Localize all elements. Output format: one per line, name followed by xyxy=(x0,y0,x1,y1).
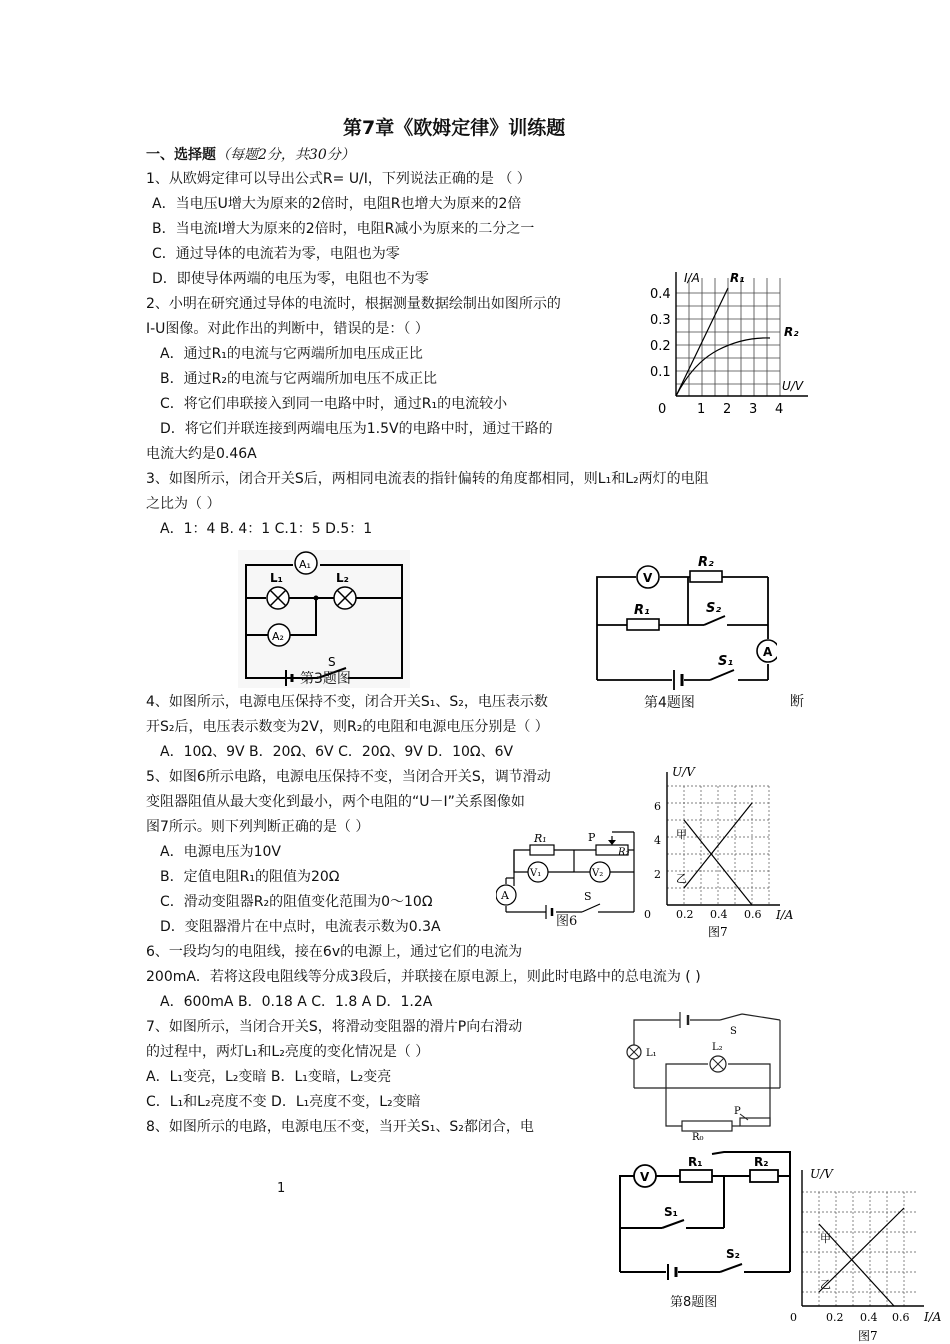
fig7-ytick: 4 xyxy=(654,834,661,847)
q3-s-label: S xyxy=(328,655,336,669)
fig7-xlabel: I/A xyxy=(776,908,794,922)
q2-ytick: 0.3 xyxy=(650,313,671,328)
q1-option-c: C．通过导体的电流若为零，电阻也为零 xyxy=(152,246,400,262)
q8-v-label: V xyxy=(640,1170,650,1184)
q8-s1-label: S₁ xyxy=(664,1205,678,1219)
section-note: （每题2分，共30分） xyxy=(216,147,355,163)
q2-xtick: 0 xyxy=(658,402,667,417)
q3-circuit xyxy=(238,550,410,688)
q5-option-c: C．滑动变阻器R₂的阻值变化范围为0～10Ω xyxy=(160,894,433,910)
fig6-v1-label: V₁ xyxy=(530,868,542,879)
fig6-a-label: A xyxy=(501,889,509,902)
q7-circuit xyxy=(620,1004,800,1142)
fig6-switch xyxy=(582,904,600,912)
fig7-ylabel: U/V xyxy=(672,765,695,779)
q2-r2-label: R₂ xyxy=(784,325,799,339)
q2-xtick: 2 xyxy=(723,402,732,417)
q2-xtick: 4 xyxy=(775,402,784,417)
q2-xtick: 1 xyxy=(697,402,706,417)
q2-option-c: C．将它们串联接入到同一电路中时，通过R₁的电流较小 xyxy=(160,396,508,412)
q8-graph-xtick: 0.4 xyxy=(860,1311,878,1324)
q8-graph-xtick: 0.6 xyxy=(892,1311,910,1324)
q8-r1 xyxy=(680,1170,712,1182)
q4-caption: 第4题图 xyxy=(644,695,695,711)
q2-stem-line1: 2、小明在研究通过导体的电流时，根据测量数据绘制出如图所示的 xyxy=(146,296,561,312)
section-header xyxy=(146,146,355,164)
fig6-r2-label: R₂ xyxy=(618,847,630,858)
q3-l1-label: L₁ xyxy=(270,571,283,585)
q7-switch xyxy=(720,1014,742,1020)
q6-stem-line1: 6、一段均匀的电阻线，接在6v的电源上，通过它们的电流为 xyxy=(146,944,523,960)
fig6-s-label: S xyxy=(584,890,592,903)
fig7-caption: 图7 xyxy=(708,925,728,939)
q8-graph-line-yi xyxy=(819,1208,904,1292)
q8-graph-ylabel: U/V xyxy=(810,1167,833,1181)
q4-options: A．10Ω、9V B．20Ω、6V C．20Ω、9V D．10Ω、6V xyxy=(160,744,514,760)
fig7-line-jia xyxy=(684,820,752,905)
fig7-ytick: 2 xyxy=(654,868,661,881)
q8-stem-line1: 8、如图所示的电路，电源电压不变，当开关S₁、S₂都闭合，电 xyxy=(146,1119,534,1135)
q2-ytick: 0.4 xyxy=(650,287,671,302)
q8-graph-jia-label: 甲 xyxy=(820,1232,831,1245)
q1-option-d: D．即使导体两端的电压为零，电阻也不为零 xyxy=(152,271,429,287)
q7-options-line2: C．L₁和L₂亮度不变 D．L₁亮度不变，L₂变暗 xyxy=(146,1094,421,1110)
q5-option-d: D．变阻器滑片在中点时，电流表示数为0.3A xyxy=(160,919,441,935)
q3-caption: 第3题图 xyxy=(300,671,351,687)
q4-r2 xyxy=(690,571,722,582)
page-number: 1 xyxy=(277,1181,286,1196)
q3-l2-label: L₂ xyxy=(336,571,349,585)
q3-stem-line1: 3、如图所示，闭合开关S后，两相同电流表的指针偏转的角度都相同，则L₁和L₂两灯的电阻 xyxy=(146,471,709,487)
fig6-v2-label: V₂ xyxy=(592,868,604,879)
fig6-p-label: P xyxy=(588,831,596,844)
q8-switch-s2 xyxy=(720,1264,742,1272)
q8-s2-label: S₂ xyxy=(726,1247,740,1261)
q7-p-label: P xyxy=(734,1106,741,1117)
q1-option-a: A．当电压U增大为原来的2倍时，电阻R也增大为原来的2倍 xyxy=(152,196,522,212)
q5-ui-graph-fig7 xyxy=(640,764,800,944)
q3-a1-label: A₁ xyxy=(299,558,311,571)
q3-options: A．1：4 B. 4：1 C.1：5 D.5：1 xyxy=(160,521,373,537)
q2-iu-graph xyxy=(648,268,816,418)
fig7-yi-label: 乙 xyxy=(676,872,687,885)
q7-l1-label: L₁ xyxy=(646,1048,657,1059)
fig6-caption: 图6 xyxy=(556,914,578,929)
q7-stem-line2: 的过程中，两灯L₁和L₂亮度的变化情况是（ ） xyxy=(146,1044,430,1060)
q8-graph-caption: 图7 xyxy=(858,1329,878,1343)
q2-r1-label: R₁ xyxy=(730,271,745,285)
q5-stem-line3: 图7所示。则下列判断正确的是（ ） xyxy=(146,819,370,835)
fig7-xtick: 0.4 xyxy=(710,908,728,921)
fig7-xtick: 0.6 xyxy=(744,908,762,921)
q4-stem-line1-end: 断 xyxy=(790,694,804,710)
q2-ylabel: I/A xyxy=(684,271,700,285)
q2-ytick: 0.1 xyxy=(650,365,671,380)
q8-r1-label: R₁ xyxy=(688,1155,703,1169)
q7-r0-label: R₀ xyxy=(692,1132,704,1142)
q3-a2-label: A₂ xyxy=(272,630,284,643)
q8-graph-xtick: 0.2 xyxy=(826,1311,844,1324)
q8-switch-s1 xyxy=(662,1220,684,1228)
q5-option-a: A．电源电压为10V xyxy=(160,844,281,860)
q4-r2-label: R₂ xyxy=(698,555,714,570)
q4-stem-line1: 4、如图所示，电源电压保持不变，闭合开关S₁、S₂，电压表示数 xyxy=(146,694,548,710)
q4-r1 xyxy=(627,619,659,630)
q6-stem-line2: 200mA．若将这段电阻线等分成3段后，并联接在原电源上，则此时电路中的总电流为 ( ) xyxy=(146,969,701,985)
q2-xlabel: U/V xyxy=(782,379,804,393)
q2-option-d-line2: 电流大约是0.46A xyxy=(146,446,257,462)
fig7-ytick: 6 xyxy=(654,800,661,813)
q4-r1-label: R₁ xyxy=(634,603,650,618)
fig6-r1 xyxy=(530,845,554,855)
q2-option-a: A．通过R₁的电流与它两端所加电压成正比 xyxy=(160,346,423,362)
q8-caption: 第8题图 xyxy=(670,1295,718,1310)
q7-rheostat xyxy=(682,1121,732,1131)
q2-xtick: 3 xyxy=(749,402,758,417)
q2-ytick: 0.2 xyxy=(650,339,671,354)
q4-s2-label: S₂ xyxy=(706,601,722,616)
q2-stem-line2: I-U图像。对此作出的判断中，错误的是：（ ） xyxy=(146,321,429,337)
q4-s1-label: S₁ xyxy=(718,654,734,669)
q8-circuit xyxy=(612,1142,798,1290)
q8-ui-graph xyxy=(784,1164,944,1344)
fig7-xtick: 0.2 xyxy=(676,908,694,921)
q4-a-label: A xyxy=(763,645,773,659)
q5-stem-line2: 变阻器阻值从最大变化到最小，两个电阻的“U－I”关系图像如 xyxy=(146,794,525,810)
q7-options-line1: A．L₁变亮，L₂变暗 B．L₁变暗，L₂变亮 xyxy=(146,1069,392,1085)
q5-option-b: B．定值电阻R₁的阻值为20Ω xyxy=(160,869,340,885)
q8-graph-yi-label: 乙 xyxy=(820,1278,831,1291)
q7-stem-line1: 7、如图所示，当闭合开关S，将滑动变阻器的滑片P向右滑动 xyxy=(146,1019,523,1035)
q4-v-label: V xyxy=(643,571,653,585)
q8-graph-xtick: 0 xyxy=(790,1311,797,1324)
fig7-jia-label: 甲 xyxy=(676,828,687,841)
q1-option-b: B．当电流I增大为原来的2倍时，电阻R减小为原来的二分之一 xyxy=(152,221,535,237)
q6-options: A．600mA B．0.18 A C．1.8 A D．1.2A xyxy=(160,994,433,1010)
q4-circuit xyxy=(592,552,777,692)
page-title: 第7章《欧姆定律》训练题 xyxy=(343,117,566,139)
q7-s-label: S xyxy=(730,1026,737,1037)
q8-r2 xyxy=(750,1170,778,1182)
q8-r2-label: R₂ xyxy=(754,1155,769,1169)
q7-l2-label: L₂ xyxy=(712,1042,723,1053)
q4-switch-s1 xyxy=(710,670,734,680)
q2-option-b: B．通过R₂的电流与它两端所加电压不成正比 xyxy=(160,371,437,387)
q3-stem-line2: 之比为（ ） xyxy=(146,496,221,512)
q8-graph-xlabel: I/A xyxy=(924,1310,942,1324)
q4-stem-line2: 开S₂后，电压表示数变为2V，则R₂的电阻和电源电压分别是（ ） xyxy=(146,719,549,735)
fig7-xtick: 0 xyxy=(644,908,651,921)
q2-option-d-line1: D．将它们并联连接到两端电压为1.5V的电路中时，通过干路的 xyxy=(160,421,553,437)
fig6-slider-p xyxy=(608,840,616,845)
q1-stem: 1、从欧姆定律可以导出公式R= U/I，下列说法正确的是 （ ） xyxy=(146,171,531,187)
q4-switch-s2 xyxy=(704,616,725,625)
q5-stem-line1: 5、如图6所示电路，电源电压保持不变，当闭合开关S，调节滑动 xyxy=(146,769,551,785)
fig6-r1-label: R₁ xyxy=(534,832,547,845)
section-label: 一、选择题 xyxy=(146,147,216,163)
